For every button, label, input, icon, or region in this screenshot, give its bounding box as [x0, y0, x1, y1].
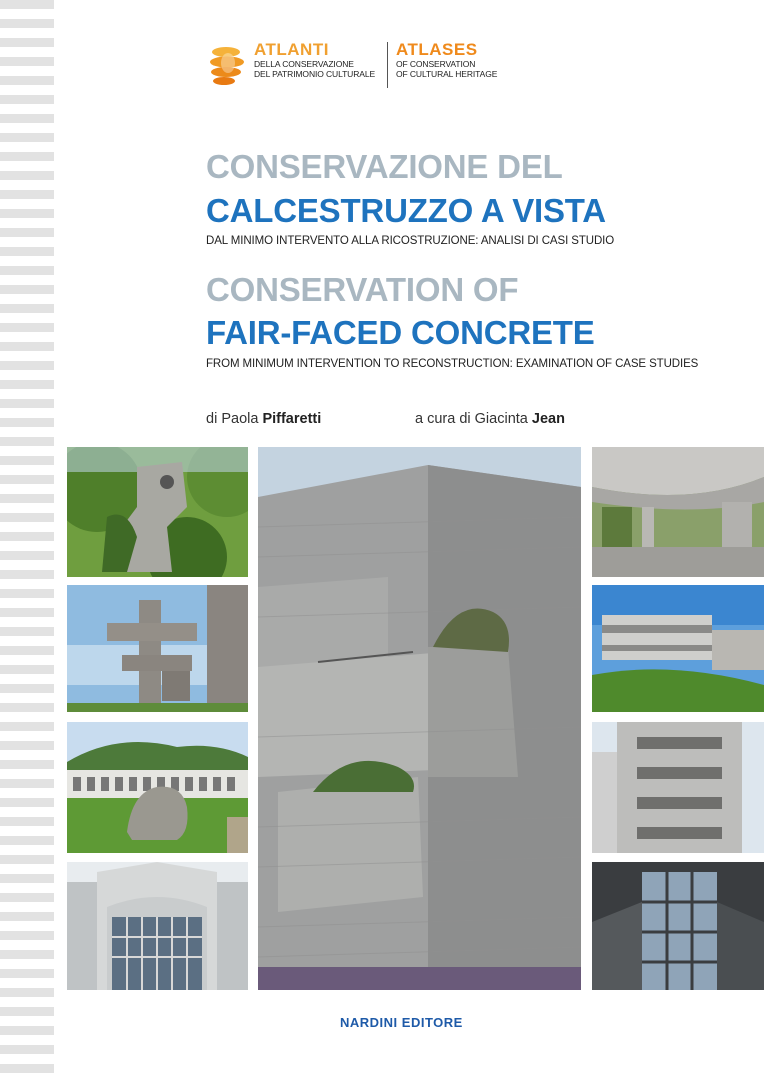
logo-line-it-2: DEL PATRIMONIO CULTURALE: [254, 69, 376, 79]
logo-line-en-1: OF CONSERVATION: [396, 59, 476, 69]
photo-sculpture-trees: [67, 447, 248, 577]
editor-credit: [415, 411, 565, 427]
subtitle-en: FROM MINIMUM INTERVENTION TO RECONSTRUCTION: EXAMINATION OF CASE STUDIES: [206, 358, 699, 370]
globe-logo-icon: [206, 42, 248, 88]
photo-campus-lawn: [67, 722, 248, 853]
author-credit: [206, 411, 321, 427]
subtitle-it: DAL MINIMO INTERVENTO ALLA RICOSTRUZIONE: ANALISI DI CASI STUDIO: [206, 235, 615, 247]
photo-tower-balconies: [592, 722, 764, 853]
author-first-name: Paola: [221, 411, 259, 427]
logo-line-it-1: DELLA CONSERVAZIONE: [254, 59, 354, 69]
series-logo: [206, 40, 526, 92]
title-en-line2: FAIR-FACED CONCRETE: [206, 314, 595, 351]
title-it-line1: CONSERVAZIONE DEL: [206, 148, 563, 185]
photo-main-concrete-building: [258, 447, 581, 990]
photo-church-facade: [67, 862, 248, 990]
logo-line-en-2: OF CULTURAL HERITAGE: [396, 69, 498, 79]
logo-divider: [387, 42, 388, 88]
editor-first-name: Giacinta: [474, 411, 528, 427]
logo-title-en: ATLASES: [396, 40, 478, 59]
author-last-name: Piffaretti: [262, 411, 322, 427]
publisher-name: NARDINI EDITORE: [340, 1015, 463, 1030]
photo-modernist-block: [592, 585, 764, 712]
photo-curved-canopy: [592, 447, 764, 577]
logo-title-it: ATLANTI: [254, 40, 329, 59]
editor-last-name: Jean: [531, 411, 565, 427]
title-it-line2: CALCESTRUZZO A VISTA: [206, 192, 606, 229]
photo-concrete-cross: [67, 585, 248, 712]
editor-prefix: a cura di: [415, 411, 471, 427]
author-prefix: di: [206, 411, 218, 427]
title-en-line1: CONSERVATION OF: [206, 271, 519, 308]
photo-interior-window: [592, 862, 764, 990]
striped-margin: [0, 0, 54, 1080]
